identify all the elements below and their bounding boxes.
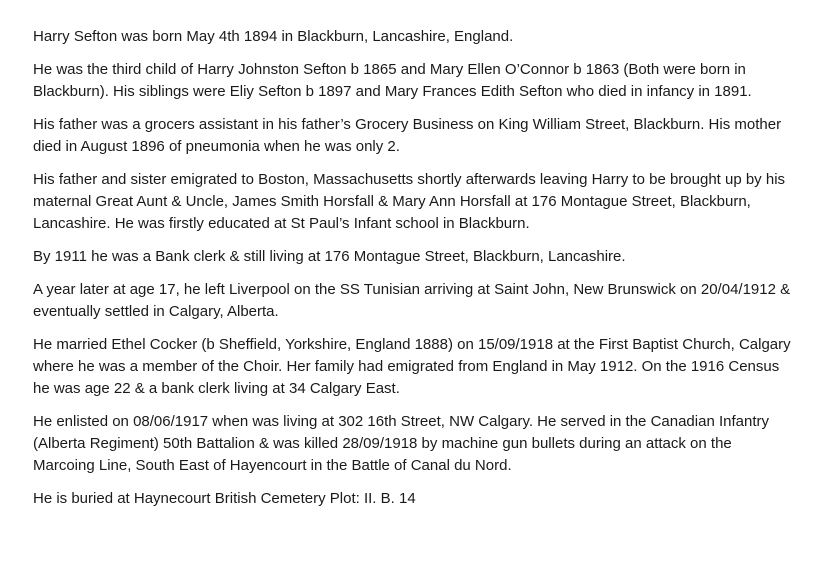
paragraph-emigration: A year later at age 17, he left Liverpool on the SS Tunisian arriving at Saint John, New Brunswick on 20/04/1912 & eventually settled in Calgary, Alberta.: [33, 281, 791, 320]
paragraph-marriage: He married Ethel Cocker (b Sheffield, Yorkshire, England 1888) on 15/09/1918 at the First Baptist Church, Calgary where he was a member of the Choir. Her family had emigrated from England in May 1912. On the 1916 Census he was age 22 & a bank clerk living at 34 Calgary East.: [33, 336, 791, 397]
paragraph-father: His father was a grocers assistant in his father’s Grocery Business on King William Street, Blackburn. His mother died in August 1896 of pneumonia when he was only 2.: [33, 116, 782, 155]
paragraph-family: He was the third child of Harry Johnston Sefton b 1865 and Mary Ellen O’Connor b 1863 (Both were born in Blackburn). His siblings were Eliy Sefton b 1897 and Mary Frances Edith Sefton who died in infancy in 1891.: [33, 61, 752, 100]
paragraph-enlistment: He enlisted on 08/06/1917 when was living at 302 16th Street, NW Calgary. He served in the Canadian Infantry (Alberta Regiment) 50th Battalion & was killed 28/09/1918 by machine gun bullets during an attack on the Marcoing Line, South East of Hayencourt in the Battle of Canal du Nord.: [33, 413, 769, 474]
paragraph-upbringing: His father and sister emigrated to Boston, Massachusetts shortly afterwards leaving Harry to be brought up by his maternal Great Aunt & Uncle, James Smith Horsfall & Mary Ann Horsfall at 176 Montague Street, Blackburn, Lancashire. He was firstly educated at St Paul’s Infant school in Blackburn.: [33, 171, 786, 232]
paragraph-birth: Harry Sefton was born May 4th 1894 in Blackburn, Lancashire, England.: [33, 28, 514, 45]
paragraph-1911: By 1911 he was a Bank clerk & still living at 176 Montague Street, Blackburn, Lancashire.: [33, 248, 626, 265]
paragraph-burial: He is buried at Haynecourt British Cemetery Plot: II. B. 14: [33, 490, 416, 507]
